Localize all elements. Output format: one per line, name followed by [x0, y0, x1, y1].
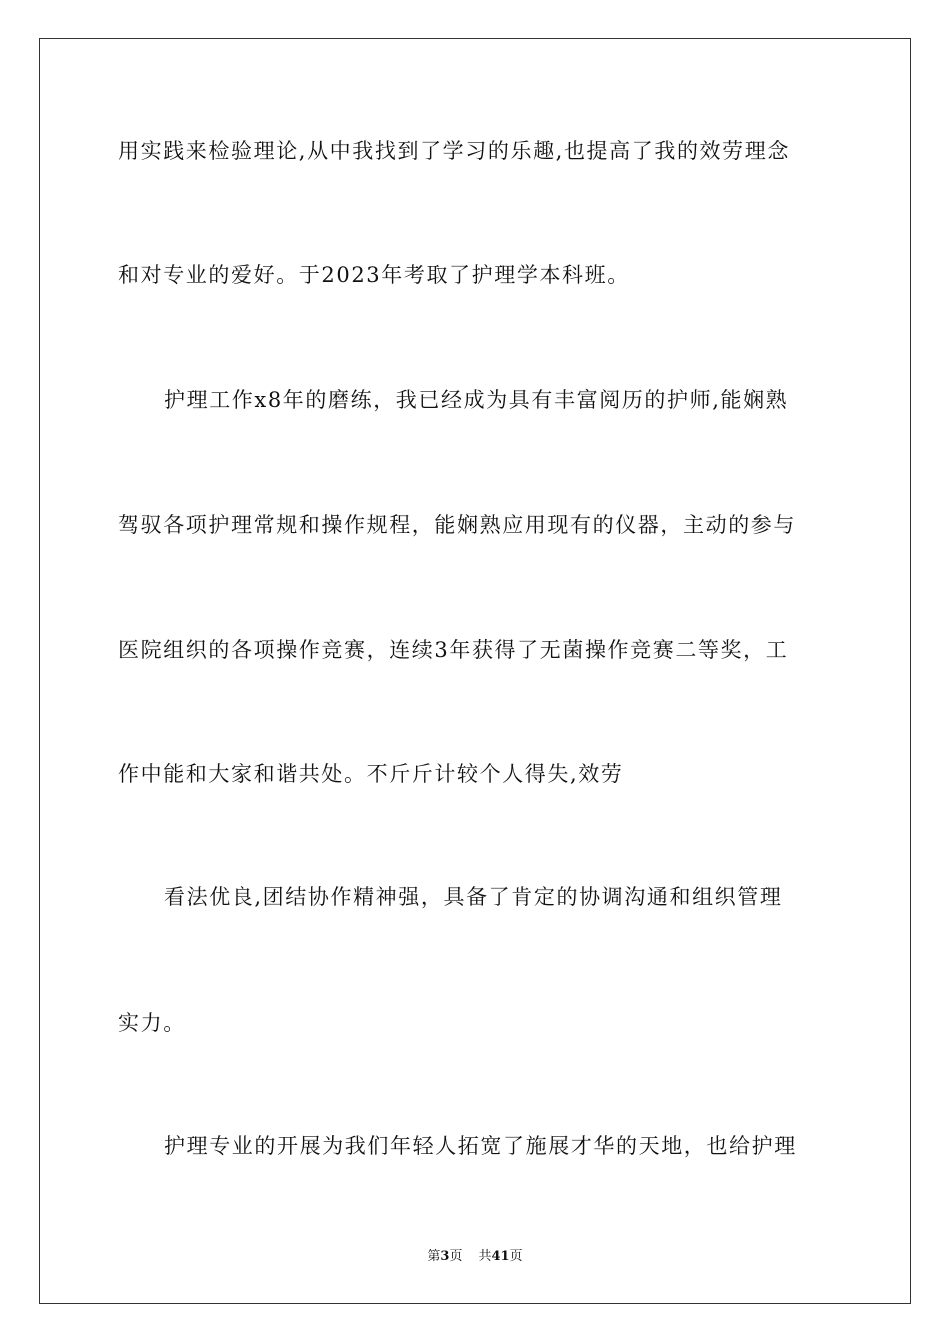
page-suffix: 页	[449, 1249, 463, 1264]
page-border	[39, 38, 911, 1304]
total-pages: 41	[491, 1249, 510, 1264]
total-prefix: 共	[478, 1249, 492, 1264]
text-line-9: 护理专业的开展为我们年轻人拓宽了施展才华的天地，也给护理	[164, 1134, 797, 1158]
text-line-2: 和对专业的爱好。于2023年考取了护理学本科班。	[118, 263, 630, 287]
page-footer	[0, 1248, 950, 1266]
text-line-1: 用实践来检验理论,从中我找到了学习的乐趣,也提高了我的效劳理念	[118, 139, 790, 163]
total-suffix: 页	[509, 1249, 523, 1264]
text-line-7: 看法优良,团结协作精神强，具备了肯定的协调沟通和组织管理	[164, 885, 783, 909]
text-line-8: 实力。	[118, 1011, 186, 1035]
text-line-4: 驾驭各项护理常规和操作规程，能娴熟应用现有的仪器，主动的参与	[118, 513, 796, 537]
text-line-3: 护理工作x8年的磨练，我已经成为具有丰富阅历的护师,能娴熟	[164, 388, 789, 412]
text-line-6: 作中能和大家和谐共处。不斤斤计较个人得失,效劳	[118, 762, 624, 786]
text-line-5: 医院组织的各项操作竞赛，连续3年获得了无菌操作竞赛二等奖，工	[118, 638, 789, 662]
page-prefix: 第	[427, 1249, 441, 1264]
page-number: 3	[440, 1249, 450, 1264]
